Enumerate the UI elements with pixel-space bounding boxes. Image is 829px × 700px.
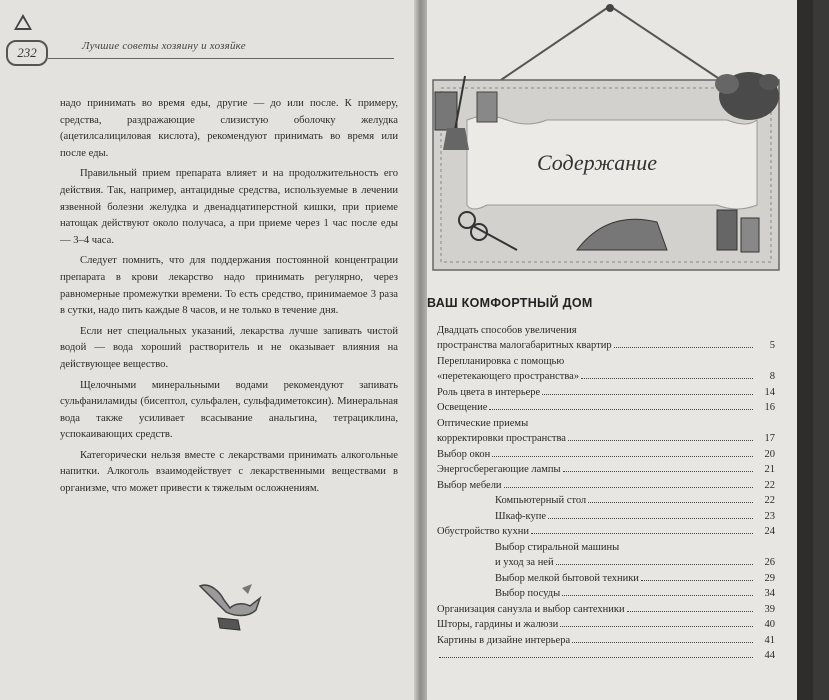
toc-entry-title: Выбор стиральной машины [495,542,775,553]
toc-page-number: 34 [753,588,775,599]
toc-page-number: 5 [753,340,775,351]
toc-entry [437,460,775,476]
background-edge [797,0,813,700]
toc-entry [437,336,775,352]
toc-entry-title: Организация санузла и выбор сантехники [437,603,625,615]
toc-entry [437,491,775,507]
toc-entry [437,475,775,491]
paragraph: Щелочными минеральными водами рекомендуют запивать сульфаниламиды (бисептол, сульфален, сульфадиметоксин). Минеральная вода также усиливает всасывание анальгина, тетрациклина, успокаивающих средств. [60,379,398,441]
toc-leader-dots [542,394,753,395]
toc-leader-dots [504,487,753,488]
toc-page-number: 14 [753,387,775,398]
toc-entry [437,429,775,445]
toc-entry-title: Перепланировка с помощью [437,356,775,367]
toc-entry [437,413,775,429]
paragraph: Следует помнить, что для поддержания постоянной концентрации препарата в крови лекарство надо принимать регулярно, через равномерные промежутки времени. То есть средство, принимаемое 3 раза в сутки, надо пить каждые 8 часов, и не только в течение дня. [60,255,398,317]
toc-entry-title: пространства малогабаритных квартир [437,340,612,351]
toc-entry-title: Освещение [437,402,488,413]
toc-entry [437,367,775,383]
toc-entry-title: Роль цвета в интерьере [437,386,541,398]
toc-entry-title: Двадцать способов увеличения [437,325,775,336]
contents-banner-illustration [427,0,787,290]
toc-entry-title: Выбор посуды [495,588,561,599]
paragraph: Категорически нельзя вместе с лекарствами принимать алкогольные напитки. Алкоголь взаимодействует с лекарственными веществами в организме, что может привести к тяжелым осложнениям. [60,449,398,495]
toc-entry [437,351,775,367]
toc-leader-dots [563,471,753,472]
toc-entry-title: корректировки пространства [437,433,566,444]
toc-leader-dots [614,347,753,348]
toc-leader-dots [568,440,753,441]
toc-page-number: 16 [753,402,775,413]
toc-page-number: 8 [753,371,775,382]
toc-leader-dots [581,378,753,379]
toc-entry [437,506,775,522]
toc-leader-dots [560,626,753,627]
right-page [427,0,813,700]
toc-leader-dots [531,533,753,534]
toc-entry [437,599,775,615]
toc-entry [437,320,775,336]
toc-entry-title: Энергосберегающие лампы [437,464,561,475]
toc-entry-title: Обустройство кухни [437,526,529,537]
paragraph: надо принимать во время еды, другие — до или после. К примеру, средства, раздражающие слизистую оболочку желудка (ацетилсалициловая кислота), рекомендуют принимать во время или после еды. [60,98,398,159]
toc-entry [437,615,775,631]
toc-leader-dots [439,657,753,658]
toc-leader-dots [641,580,753,581]
toc-leader-dots [562,595,753,596]
paragraph: Если нет специальных указаний, лекарства лучше запивать чистой водой — вода хороший растворитель и не оказывает влияния на действующее вещество. [60,325,398,370]
toc-leader-dots [572,642,753,643]
body-text [60,96,398,502]
page-number: 232 [6,40,48,66]
toc-page-number: 44 [753,650,775,661]
header-triangle-ornament [14,14,32,30]
toc-entry-title: Компьютерный стол [495,495,587,506]
toc-entry [437,630,775,646]
toc-entry [437,537,775,553]
toc-entry-title: и уход за ней [495,557,554,568]
toc-page-number: 21 [753,464,775,475]
toc-entry-title: Картины в дизайне интерьера [437,634,571,646]
book-gutter [414,0,428,700]
toc-page-number: 24 [753,526,775,537]
toc-page-number: 20 [753,449,775,460]
toc-entry [437,553,775,569]
toc-page-number: 39 [753,604,775,615]
toc-entry-title: Шторы, гардины и жалюзи [437,619,559,630]
toc-entry [437,444,775,460]
toc-entry-title: «перетекающего пространства» [437,371,580,382]
toc-entry-title: Оптические приемы [437,418,775,429]
toc-entry [437,568,775,584]
toc-entry [437,382,775,398]
toc-page-number: 41 [753,635,775,646]
toc-page-number: 22 [753,480,775,491]
banner-title: Содержание [536,150,658,175]
header-rule [48,58,394,59]
toc-entry [437,522,775,538]
toc-leader-dots [492,456,753,457]
toc-page-number: 22 [753,495,775,506]
toc-entry [437,398,775,414]
running-head: Лучшие советы хозяину и хозяйке [82,40,246,52]
toc-leader-dots [548,518,753,519]
shoe-ornament-illustration [190,578,270,638]
toc-page-number: 40 [753,619,775,630]
toc-page-number: 29 [753,573,775,584]
toc-entry-title: Шкаф-купе [495,510,546,522]
toc-entry-title: Выбор окон [437,448,491,460]
toc-page-number: 17 [753,433,775,444]
toc-leader-dots [489,409,753,410]
section-heading: ВАШ КОМФОРТНЫЙ ДОМ [427,296,593,310]
toc-leader-dots [588,502,753,503]
toc-entry-title: Выбор мебели [437,479,502,491]
toc-page-number: 26 [753,557,775,568]
toc-entry [437,646,775,662]
toc-leader-dots [556,564,753,565]
toc-page-number: 23 [753,511,775,522]
toc-leader-dots [627,611,753,612]
paragraph: Правильный прием препарата влияет и на продолжительность его действия. Так, например, антацидные средства, используемые в лечении язвенной болезни желудка и двенадцатиперстной кишки, при приеме натощак действуют около получаса, а при приеме через 1 час после еды — 3–4 часа. [60,168,398,246]
table-of-contents [437,320,775,661]
toc-entry-title: Выбор мелкой бытовой техники [495,572,639,584]
toc-entry [437,584,775,600]
